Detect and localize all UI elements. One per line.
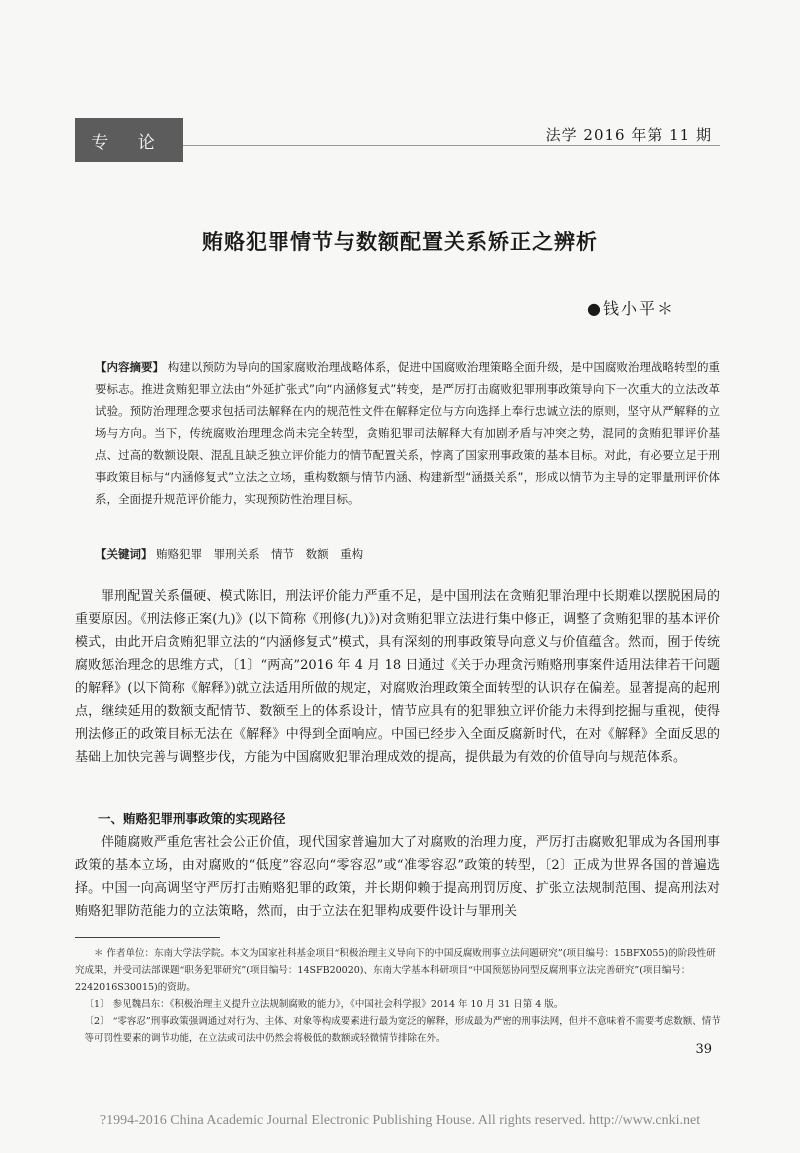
- copyright-footer: ?1994-2016 China Academic Journal Electronic Publishing House. All rights reserved. http://www.cnki.net: [99, 1113, 701, 1128]
- abstract-label: 【内容摘要】: [95, 360, 165, 374]
- keywords-text: 贿赂犯罪 罪刑关系 情节 数额 重构: [156, 547, 364, 561]
- page-number: 39: [695, 1042, 712, 1057]
- keywords: [95, 543, 720, 565]
- footnote-1: [75, 996, 730, 1013]
- author: ●钱小平＊: [587, 299, 675, 318]
- keywords-label: 【关键词】: [95, 547, 153, 561]
- author-footnote: [75, 945, 720, 996]
- paragraph-text: 伴随腐败严重危害社会公正价值，现代国家普遍加大了对腐败的治理力度，严厉打击腐败犯罪成为各国刑事政策的基本立场，由对腐败的“低度”容忍向“零容忍”或“准零容忍”政策的转型，〔2〕正成为世界各国的普遍选择。中国一向高调坚守严厉打击贿赂犯罪的政策，并长期仰赖于提高刑罚厉度、扩张立法规制范围、提高刑法对贿赂犯罪防范能力的立法策略，然而，由于立法在犯罪构成要件设计与罪刑关: [75, 835, 720, 919]
- abstract-text: 构建以预防为导向的国家腐败治理战略体系，促进中国腐败治理策略全面升级，是中国腐败治理战略转型的重要标志。推进贪贿犯罪立法由“外延扩张式”向“内涵修复式”转变，是严厉打击腐败犯罪刑事政策导向下一次重大的立法改革试验。预防治理理念要求包括司法解释在内的规范性文件在解释定位与方向选择上奉行忠诚立法的原则，坚守从严解释的立场与方向。当下，传统腐败治理理念尚未完全转型，贪贿犯罪司法解释大有加剧矛盾与冲突之势，混同的贪贿犯罪评价基点、过高的数额设限、混乱且缺乏独立评价能力的情节配置关系，悖离了国家刑事政策的基本目标。对此，有必要立足于刑事政策目标与“内涵修复式”立法之立场，重构数额与情节内涵、构建新型“涵摄关系”，形成以情节为主导的定罪量刑评价体系，全面提升规范评价能力，实现预防性治理目标。: [95, 360, 721, 506]
- body-paragraph-2: [75, 831, 720, 923]
- column-tag: 专 论: [75, 118, 183, 162]
- footnote-text: 〔1〕 参见魏昌东：《积极治理主义提升立法规制腐败的能力》，《中国社会科学报》2014 年 10 月 31 日第 4 版。: [84, 999, 564, 1010]
- section-heading: 一、贿赂犯罪刑事政策的实现路径: [98, 811, 286, 826]
- abstract: [95, 356, 720, 510]
- footnote-rule: [75, 937, 220, 938]
- footnote-text: ＊ 作者单位：东南大学法学院。本文为国家社科基金项目“积极治理主义导向下的中国反腐败刑事立法问题研究”(项目编号：15BFX055)的阶段性研究成果，并受司法部课题“职务犯罪研究”(项目编号：14SFB20020)、东南大学基本科研项目“中国预惩协同型反腐刑事立法完善研究”(项目编号：2242016S30015)的资助。: [75, 948, 716, 993]
- footnote-2: [75, 1013, 730, 1047]
- footnote-text: 〔2〕 “零容忍”刑事政策强调通过对行为、主体、对象等构成要素进行最为宽泛的解释，形成最为严密的刑事法网，但并不意味着不需要考虑数额、情节等可罚性要素的调节功能，在立法或司法中仍然会将极低的数额或轻微情节排除在外。: [84, 1016, 721, 1044]
- body-paragraph-1: [75, 585, 720, 769]
- journal-issue: 法学 2016 年第 11 期: [545, 126, 712, 144]
- paragraph-text: 罪刑配置关系僵硬、模式陈旧，刑法评价能力严重不足，是中国刑法在贪贿犯罪治理中长期难以摆脱困局的重要原因。《刑法修正案(九)》(以下简称《刑修(九)》)对贪贿犯罪立法进行集中修正，调整了贪贿犯罪的基本评价模式，由此开启贪贿犯罪立法的“内涵修复式”模式，具有深刻的刑事政策导向意义与价值蕴含。然而，囿于传统腐败惩治理念的思维方式，〔1〕“两高”2016 年 4 月 18 日通过《关于办理贪污贿赂刑事案件适用法律若干问题的解释》(以下简称《解释》)就立法适用所做的规定，对腐败治理政策全面转型的认识存在偏差。显著提高的起刑点，继续延用的数额支配情节、数额至上的体系设计，情节应具有的犯罪独立评价能力未得到挖掘与重视，使得刑法修正的政策目标无法在《解释》中得到全面响应。中国已经步入全面反腐新时代，在对《解释》全面反思的基础上加快完善与调整步伐，方能为中国腐败犯罪治理成效的提高，提供最为有效的价值导向与规范体系。: [75, 589, 720, 765]
- article-title: 贿赂犯罪情节与数额配置关系矫正之辨析: [202, 230, 598, 254]
